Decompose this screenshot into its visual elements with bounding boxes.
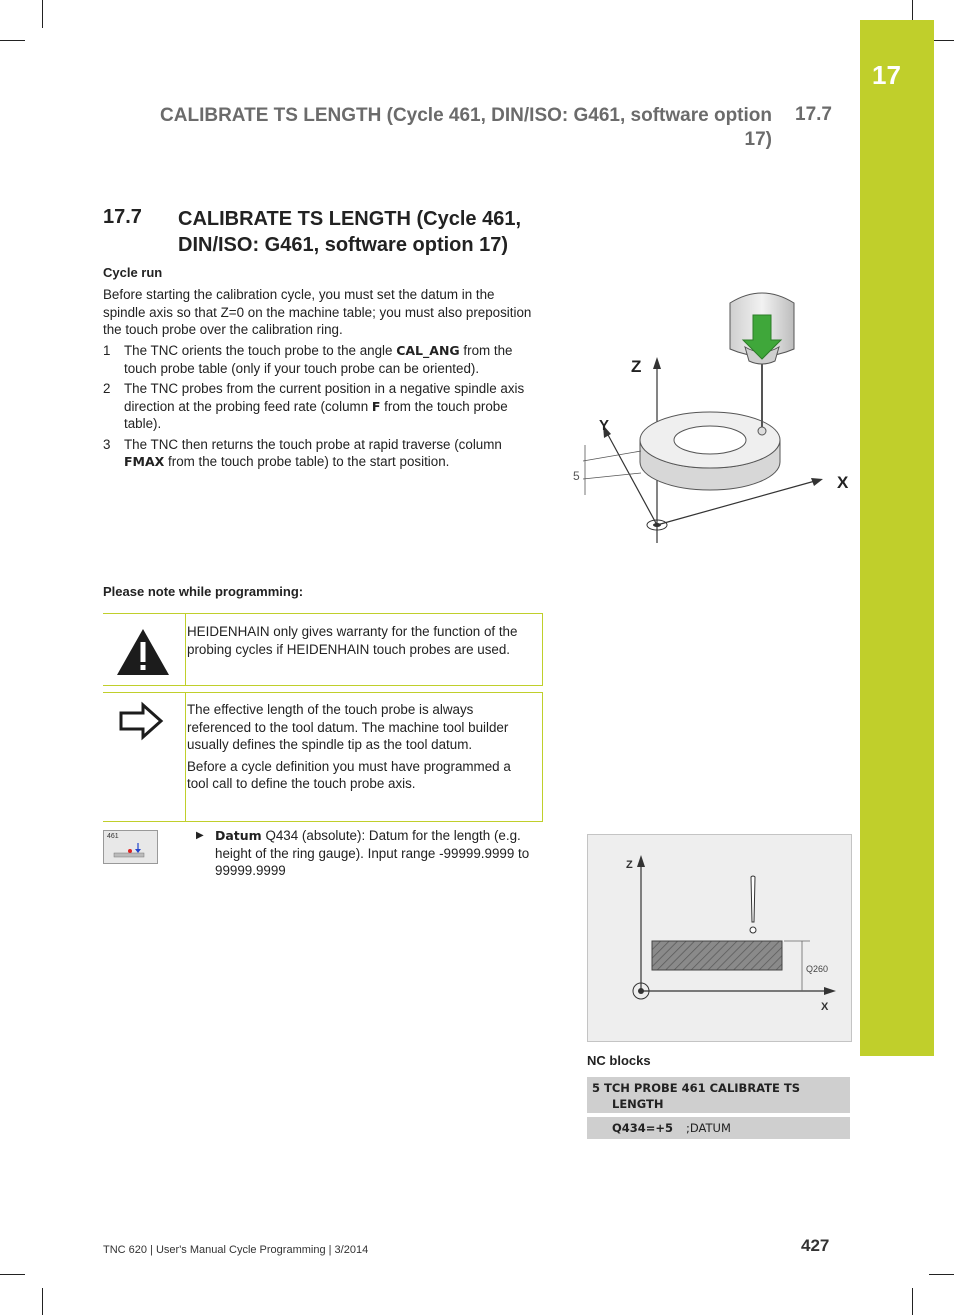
thumb-label: 461 [107, 833, 119, 840]
step-number: 1 [103, 343, 111, 358]
probe-ring-figure [565, 285, 849, 550]
probe-ball [758, 427, 766, 435]
section-title-line1: CALIBRATE TS LENGTH (Cycle 461, [178, 208, 522, 230]
step-2 [103, 380, 543, 433]
origin-dot [638, 988, 644, 994]
nc-line-text: 5 TCH PROBE 461 CALIBRATE TS [592, 1081, 801, 1095]
dim-line [583, 451, 641, 461]
step-keyword: F [371, 398, 381, 414]
dimension-label: Q260 [806, 964, 829, 974]
step-keyword: FMAX [124, 454, 165, 469]
x-axis-label: X [821, 1001, 829, 1013]
crop-mark [929, 1274, 954, 1275]
thumb-graphic [104, 831, 157, 863]
step-3 [103, 436, 543, 471]
datum-figure [587, 834, 852, 1042]
note-box [103, 692, 543, 822]
step-number: 2 [103, 381, 111, 396]
crop-mark [912, 1288, 913, 1315]
footer-text: TNC 620 | User's Manual Cycle Programming | 3/2014 [103, 1244, 369, 1256]
step-text: from the touch probe table). [124, 398, 508, 431]
notes-heading: Please note while programming: [103, 584, 304, 599]
page-number: 427 [801, 1236, 830, 1255]
datum-figure-graphic [588, 835, 851, 1041]
section-number: 17.7 [103, 206, 142, 228]
step-text: from the touch probe table) to the start position. [164, 454, 450, 469]
parameter-body [199, 827, 549, 880]
chapter-tab [860, 20, 934, 1056]
cycle-run-heading: Cycle run [103, 265, 163, 280]
step-text: The TNC probes from the current position in a negative spindle axis direction at the probing feed rate (column [124, 381, 525, 414]
probe-ball [750, 927, 756, 933]
origin-dot [653, 523, 661, 527]
x-axis-label: X [837, 473, 849, 492]
running-title-line2: 17) [744, 129, 772, 150]
nc-line-text: LENGTH [612, 1097, 664, 1111]
step-keyword: CAL_ANG [396, 343, 460, 358]
cycle-run-intro: Before starting the calibration cycle, you must set the datum in the spindle axis so that Z=0 on the machine table; you must also preposition the touch probe over the calibration ring. [103, 287, 532, 337]
cycle-steps [103, 342, 543, 474]
x-axis-arrow [824, 987, 836, 995]
y-axis-label: Y [599, 417, 610, 434]
running-section-number: 17.7 [795, 104, 832, 125]
note-text [187, 701, 534, 793]
parameter-name: Datum [215, 828, 262, 843]
nc-blocks-heading: NC blocks [587, 1053, 651, 1068]
running-title-line1: CALIBRATE TS LENGTH (Cycle 461, DIN/ISO: G461, software option [160, 105, 772, 126]
step-number: 3 [103, 436, 111, 452]
chapter-number: 17 [872, 60, 901, 90]
x-axis-arrow [811, 478, 823, 486]
nc-param-comment: ;DATUM [686, 1121, 731, 1135]
note-icon-cell [103, 693, 186, 821]
section-title-line2: DIN/ISO: G461, software option 17) [178, 234, 509, 256]
ring-hole [674, 426, 746, 454]
ring-gauge-section [652, 941, 782, 970]
crop-mark [42, 1288, 43, 1315]
z-axis-arrow [637, 855, 645, 867]
dimension-label: 5 [573, 469, 580, 483]
note-paragraph-2: Before a cycle definition you must have programmed a tool call to define the touch probe axis. [187, 758, 511, 791]
crop-mark [0, 40, 25, 41]
step-text: from the touch probe table (only if your touch probe can be oriented). [124, 343, 513, 376]
nc-block-row [587, 1077, 850, 1113]
z-axis-label: Z [631, 357, 642, 376]
crop-mark [0, 1274, 25, 1275]
nc-block-row [587, 1117, 850, 1139]
crop-mark [912, 0, 913, 20]
dim-line [583, 473, 641, 479]
nc-param-code: Q434=+5 [612, 1121, 674, 1135]
warning-icon [115, 627, 175, 677]
crop-mark [42, 0, 43, 28]
step-text: The TNC orients the touch probe to the angle [124, 343, 397, 358]
step-text: The TNC then returns the touch probe at rapid traverse (column [124, 436, 502, 452]
arrow-right-icon [119, 703, 165, 739]
probe-stylus [751, 876, 755, 922]
note-paragraph-1: The effective length of the touch probe is always referenced to the tool datum. The machine tool builder usually defines the spindle tip as the tool datum. [187, 702, 509, 752]
parameter-softkey-thumbnail [103, 830, 158, 864]
parameter-datum [196, 827, 549, 880]
running-title [72, 104, 772, 152]
warning-text: HEIDENHAIN only gives warranty for the function of the probing cycles if HEIDENHAIN touch probes are used. [187, 624, 518, 657]
parameter-description: Q434 (absolute): Datum for the length (e.g. height of the ring gauge). Input range -99999.9999 to 99999.9999 [215, 828, 530, 878]
z-axis-arrow [653, 357, 661, 369]
z-axis-label: Z [626, 859, 633, 871]
warning-box [103, 613, 543, 686]
warning-icon-cell [103, 614, 186, 685]
step-1 [103, 342, 543, 377]
bullet-arrow-icon: ▶ [196, 830, 204, 841]
section-title [178, 206, 558, 258]
